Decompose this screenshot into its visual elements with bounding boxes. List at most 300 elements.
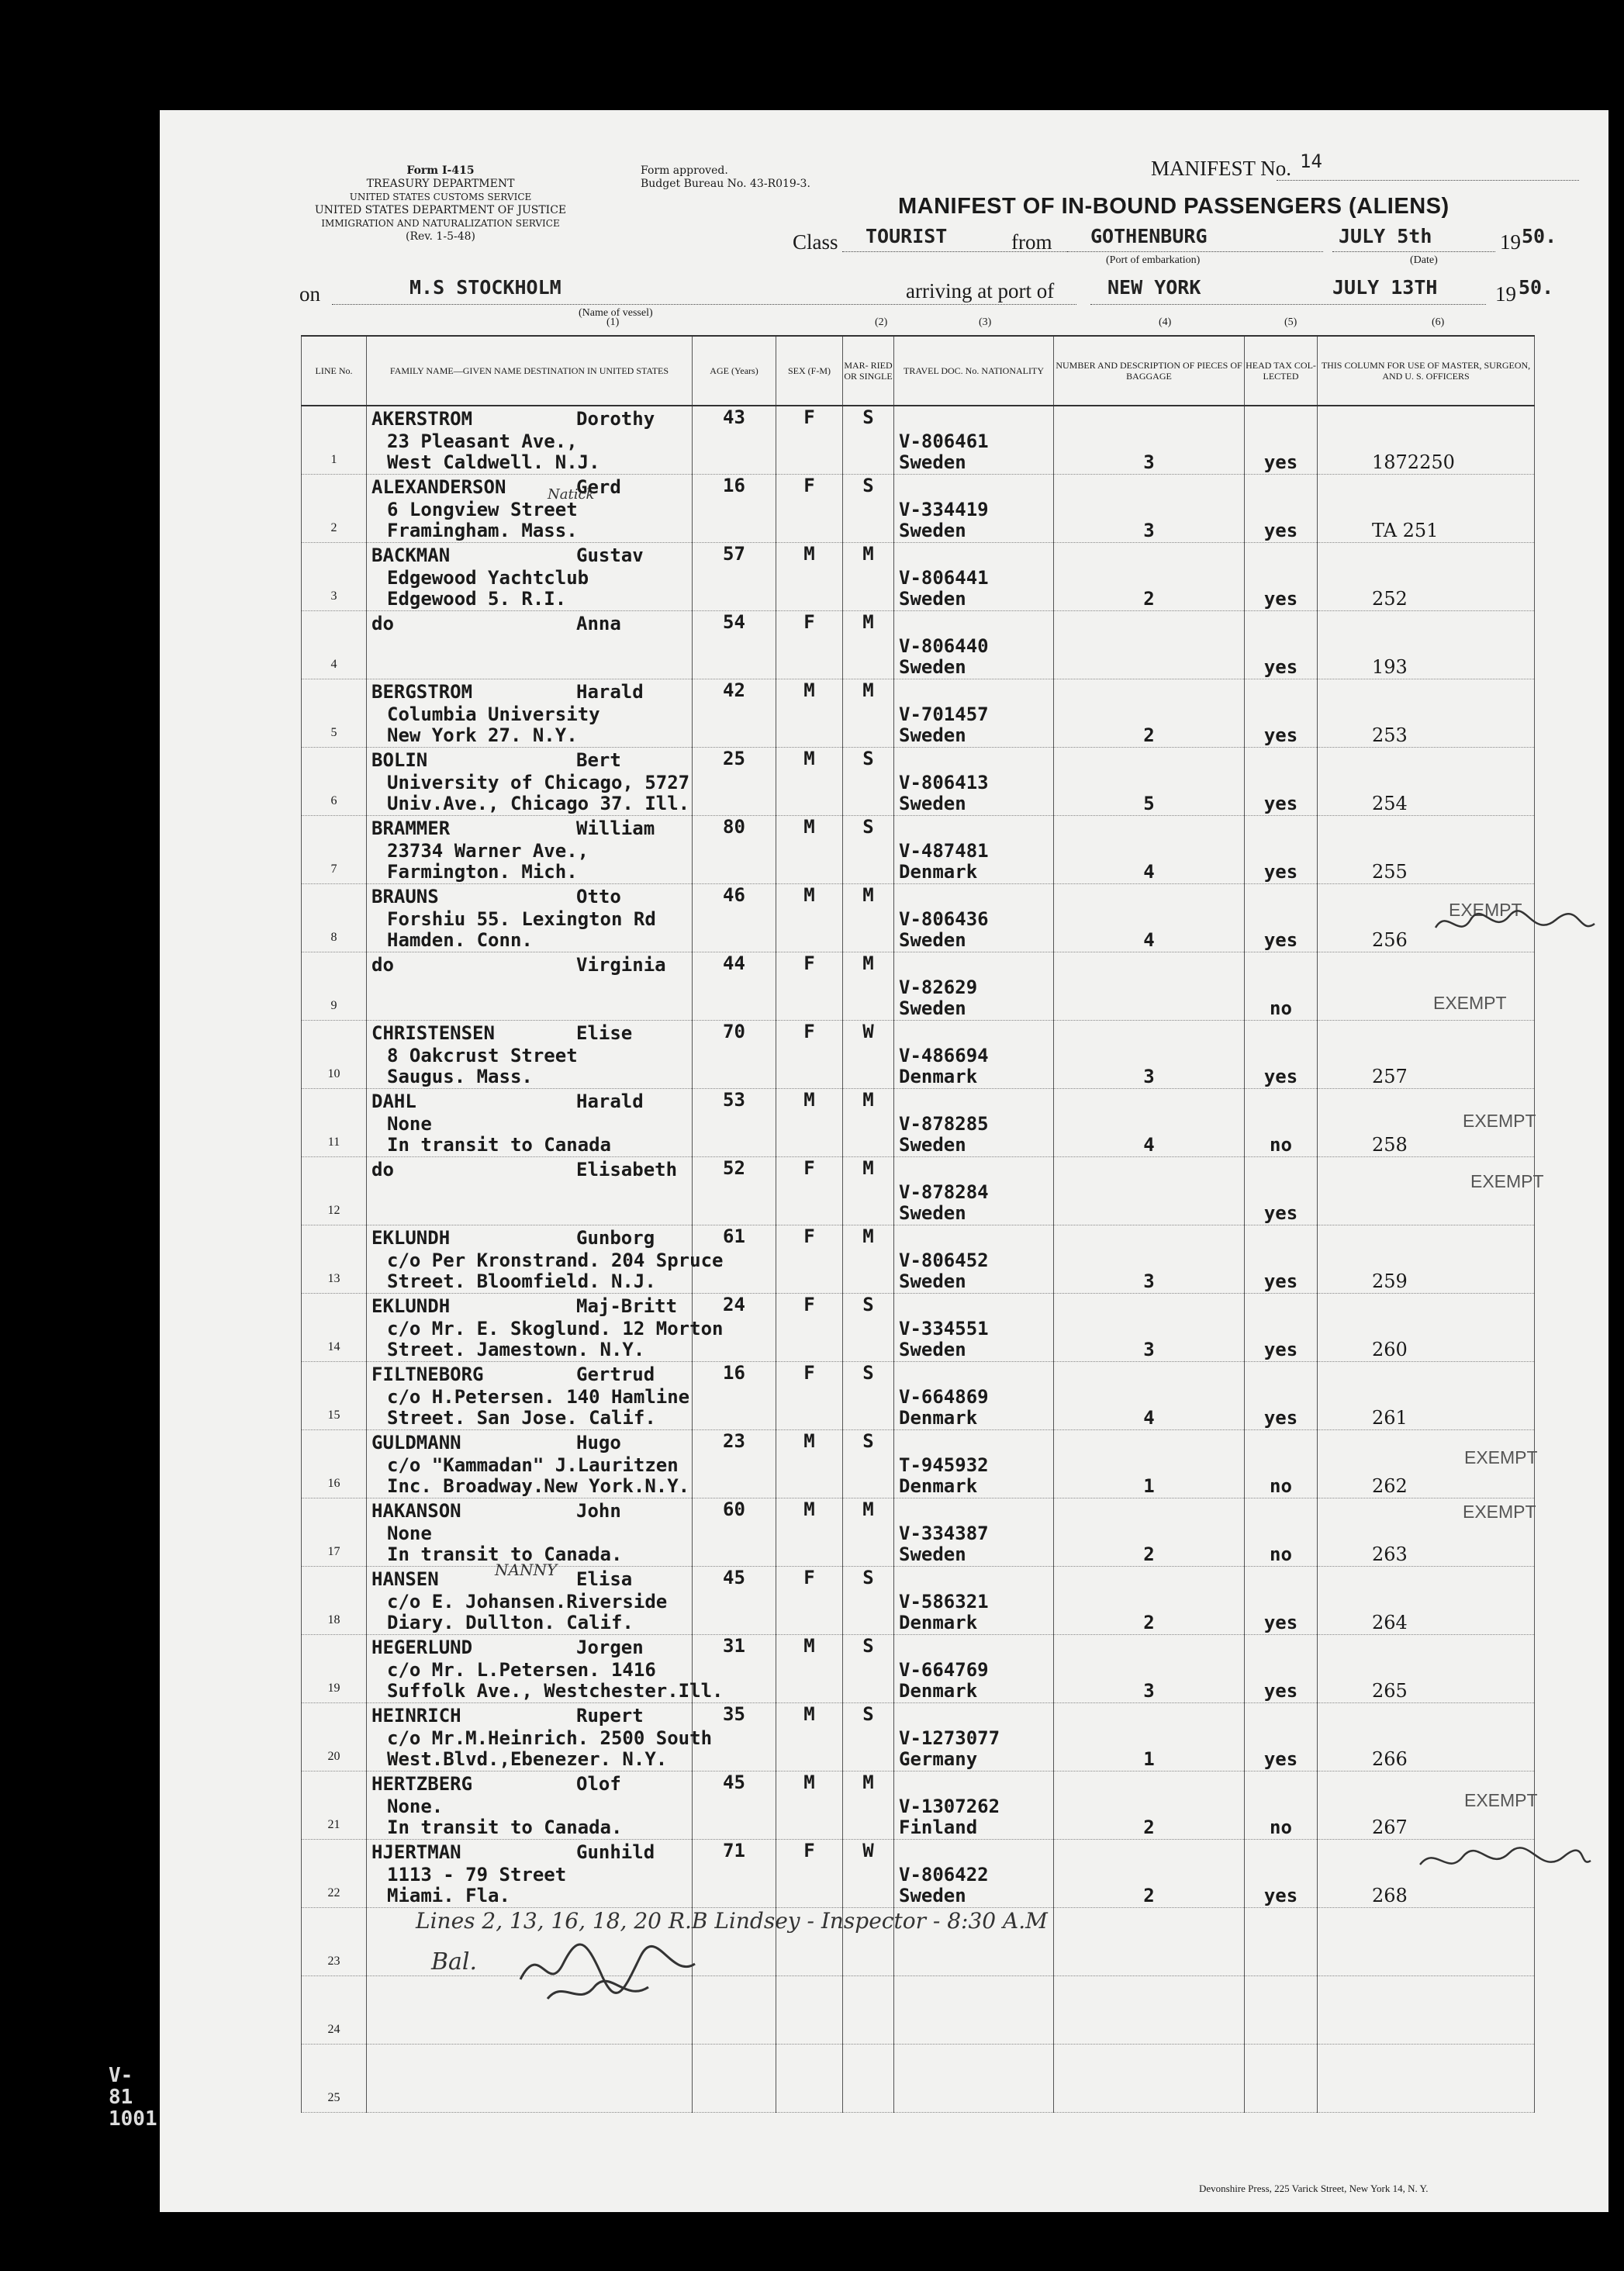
head-tax: no: [1270, 1134, 1292, 1156]
baggage-count: 1: [1143, 1748, 1155, 1770]
head-tax: yes: [1263, 861, 1298, 883]
family-name: do: [371, 954, 394, 976]
marital-status: M: [862, 884, 874, 906]
baggage-count: 3: [1143, 1066, 1155, 1087]
printer-footer: Devonshire Press, 225 Varick Street, New York 14, N. Y.: [1199, 2183, 1429, 2194]
line-number: 16: [327, 1477, 340, 1490]
marital-status: M: [862, 1498, 874, 1520]
table-row: [302, 1498, 1535, 1567]
line-number: 19: [327, 1682, 340, 1695]
sex: M: [803, 748, 815, 769]
line-number: 21: [327, 1818, 340, 1831]
baggage-count: 3: [1143, 451, 1155, 473]
col-header-line: LINE No.: [302, 336, 367, 406]
officer-note: 252: [1372, 588, 1408, 610]
nationality: Denmark: [899, 861, 978, 883]
port-embark-note: (Port of embarkation): [1106, 254, 1201, 266]
head-tax: yes: [1263, 1748, 1298, 1770]
line-number: 4: [330, 658, 337, 671]
inspector-signature: [517, 1933, 749, 2010]
age: 44: [723, 952, 745, 974]
nationality: Denmark: [899, 1612, 978, 1633]
from-underline: [1067, 251, 1323, 252]
manifest-underline: [1277, 180, 1579, 181]
travel-doc: V-806436: [899, 908, 989, 930]
officer-note: 258: [1372, 1134, 1408, 1156]
travel-doc: V-586321: [899, 1591, 989, 1613]
given-name: Elisa: [576, 1568, 633, 1590]
family-name: HAKANSON: [371, 1500, 461, 1522]
table-header: [302, 336, 1535, 406]
table-row: [302, 2045, 1535, 2113]
handwritten-note-row7: [1432, 904, 1602, 951]
table-row: [302, 679, 1535, 748]
class-value: TOURIST: [866, 225, 948, 247]
nationality: Germany: [899, 1748, 978, 1770]
table-row: [302, 1635, 1535, 1703]
given-name: Elisabeth: [576, 1159, 678, 1180]
family-name: BOLIN: [371, 749, 428, 771]
officer-note: TA 251: [1372, 520, 1439, 541]
table-row: [302, 1567, 1535, 1635]
head-tax: yes: [1263, 656, 1298, 678]
age: 52: [723, 1157, 745, 1179]
head-tax: yes: [1263, 1066, 1298, 1087]
travel-doc: V-1307262: [899, 1796, 1000, 1817]
destination-line-1: None: [387, 1113, 432, 1135]
table-row: [302, 1089, 1535, 1157]
port-underline: [1090, 304, 1486, 305]
line-number: 8: [330, 931, 337, 944]
family-name: CHRISTENSEN: [371, 1022, 495, 1044]
nationality: Sweden: [899, 520, 966, 541]
sex: F: [803, 1021, 815, 1042]
officer-note: 262: [1372, 1475, 1408, 1497]
line-number: 13: [327, 1272, 340, 1285]
age: 46: [723, 884, 745, 906]
travel-doc: V-806422: [899, 1864, 989, 1886]
table-row: [302, 611, 1535, 679]
sex: M: [803, 816, 815, 838]
age: 57: [723, 543, 745, 565]
age: 23: [723, 1430, 745, 1452]
handwritten-note-row22: [1416, 1841, 1595, 1880]
year-prefix-1: 19: [1500, 230, 1521, 254]
family-name: HJERTMAN: [371, 1841, 461, 1863]
exempt-stamp: EXEMPT: [1433, 993, 1507, 1013]
date2: JULY 13TH: [1332, 276, 1438, 299]
col-header-baggage: NUMBER AND DESCRIPTION OF PIECES OF BAGGAGE: [1054, 336, 1245, 406]
arriving-label: arriving at port of: [906, 279, 1055, 302]
line-number: 17: [327, 1545, 340, 1558]
col-num-5: (5): [1284, 316, 1297, 328]
given-name: Otto: [576, 886, 621, 907]
col-num-4: (4): [1159, 316, 1172, 328]
line-number: 11: [327, 1136, 340, 1149]
col-header-head-tax: HEAD TAX COL- LECTED: [1245, 336, 1318, 406]
destination-line-2: Diary. Dullton. Calif.: [387, 1612, 634, 1633]
destination-line-1: c/o Mr.M.Heinrich. 2500 South: [387, 1727, 713, 1749]
age: 31: [723, 1635, 745, 1657]
nationality: Sweden: [899, 451, 966, 473]
travel-doc: V-334387: [899, 1523, 989, 1544]
family-name: HEINRICH: [371, 1705, 461, 1727]
col-header-age: AGE (Years): [693, 336, 776, 406]
destination-line-2: Street. Bloomfield. N.J.: [387, 1270, 656, 1292]
handwritten-natick: Natick: [548, 486, 595, 503]
handwritten-nanny: NANNY: [495, 1561, 558, 1579]
given-name: Gustav: [576, 544, 644, 566]
sex: F: [803, 1840, 815, 1861]
head-tax: yes: [1263, 451, 1298, 473]
head-tax: yes: [1263, 1885, 1298, 1906]
destination-line-2: Hamden. Conn.: [387, 929, 533, 951]
date1-underline: [1332, 251, 1495, 252]
travel-doc: V-334419: [899, 499, 989, 520]
baggage-count: 1: [1143, 1475, 1155, 1497]
exempt-stamp: EXEMPT: [1463, 1502, 1536, 1522]
sex: M: [803, 1703, 815, 1725]
officer-note: 253: [1372, 724, 1408, 746]
travel-doc: V-806452: [899, 1250, 989, 1271]
officer-note: 263: [1372, 1543, 1408, 1565]
officer-note: 257: [1372, 1066, 1408, 1087]
given-name: Gunborg: [576, 1227, 655, 1249]
sex: M: [803, 1772, 815, 1793]
travel-doc: V-487481: [899, 840, 989, 862]
punch-hole: [28, 285, 71, 328]
destination-line-1: c/o "Kammadan" J.Lauritzen: [387, 1454, 679, 1476]
nationality: Denmark: [899, 1680, 978, 1702]
nationality: Denmark: [899, 1066, 978, 1087]
head-tax: no: [1270, 1475, 1292, 1497]
marital-status: S: [862, 748, 874, 769]
destination-line-2: In transit to Canada.: [387, 1816, 623, 1838]
head-tax: yes: [1263, 724, 1298, 746]
year2: 50.: [1519, 276, 1554, 299]
destination-line-2: Univ.Ave., Chicago 37. Ill.: [387, 793, 690, 814]
officer-note: 259: [1372, 1270, 1408, 1292]
table-row: [302, 1157, 1535, 1225]
on-label: on: [299, 282, 320, 306]
date-note: (Date): [1410, 254, 1438, 266]
given-name: Elise: [576, 1022, 633, 1044]
baggage-count: 5: [1143, 793, 1155, 814]
officer-note: 267: [1372, 1816, 1408, 1838]
form-number: Form I-415: [406, 164, 475, 177]
vessel-name: M.S STOCKHOLM: [409, 276, 561, 299]
officer-note: 268: [1372, 1885, 1408, 1906]
line-number: 6: [330, 794, 337, 807]
destination-line-1: Edgewood Yachtclub: [387, 567, 589, 589]
head-tax: yes: [1263, 929, 1298, 951]
baggage-count: 3: [1143, 1339, 1155, 1360]
destination-line-1: 23734 Warner Ave.,: [387, 840, 589, 862]
table-row: [302, 1976, 1535, 2045]
sex: F: [803, 1225, 815, 1247]
destination-line-2: In transit to Canada: [387, 1134, 611, 1156]
justice-line: UNITED STATES DEPARTMENT OF JUSTICE: [314, 204, 567, 216]
exempt-stamp: EXEMPT: [1470, 1171, 1544, 1191]
marital-status: M: [862, 543, 874, 565]
family-name: BACKMAN: [371, 544, 451, 566]
table-row: [302, 884, 1535, 952]
destination-line-1: 23 Pleasant Ave.,: [387, 430, 578, 452]
baggage-count: 2: [1143, 724, 1155, 746]
approval-block: [641, 164, 873, 191]
given-name: Harald: [576, 1091, 644, 1112]
marital-status: W: [862, 1021, 874, 1042]
marital-status: S: [862, 1430, 874, 1452]
line-number: 25: [327, 2091, 340, 2104]
marital-status: S: [862, 475, 874, 496]
nationality: Finland: [899, 1816, 978, 1838]
baggage-count: 2: [1143, 588, 1155, 610]
col-header-travel-doc: TRAVEL DOC. No. NATIONALITY: [894, 336, 1054, 406]
destination-line-2: Street. San Jose. Calif.: [387, 1407, 656, 1429]
travel-doc: V-664869: [899, 1386, 989, 1408]
line-number: 3: [330, 589, 337, 603]
given-name: Gunhild: [576, 1841, 655, 1863]
table-row: [302, 952, 1535, 1021]
nationality: Sweden: [899, 929, 966, 951]
age: 35: [723, 1703, 745, 1725]
line-number: 7: [330, 862, 337, 876]
manifest-number: 14: [1300, 150, 1322, 172]
nationality: Sweden: [899, 588, 966, 610]
exempt-stamp: EXEMPT: [1464, 1447, 1538, 1467]
punch-hole: [28, 1460, 71, 1503]
approved-line: Form approved.: [641, 164, 728, 177]
line-number: 9: [330, 999, 337, 1012]
col-header-married: MAR- RIED OR SINGLE: [843, 336, 894, 406]
marital-status: M: [862, 952, 874, 974]
marital-status: S: [862, 1294, 874, 1315]
age: 54: [723, 611, 745, 633]
head-tax: yes: [1263, 1202, 1298, 1224]
marital-status: W: [862, 1840, 874, 1861]
destination-line-1: c/o E. Johansen.Riverside: [387, 1591, 668, 1613]
given-name: Gerd: [576, 476, 621, 498]
baggage-count: 3: [1143, 1680, 1155, 1702]
head-tax: yes: [1263, 1407, 1298, 1429]
handwritten-inspector-note: Lines 2, 13, 16, 18, 20 R.B Lindsey - Inspector - 8:30 A.M: [416, 1908, 1048, 1934]
col-num-6: (6): [1432, 316, 1445, 328]
given-name: Anna: [576, 613, 621, 634]
treasury-line: TREASURY DEPARTMENT: [366, 178, 515, 190]
age: 16: [723, 1362, 745, 1384]
family-name: DAHL: [371, 1091, 416, 1112]
nationality: Denmark: [899, 1475, 978, 1497]
col-num-3: (3): [979, 316, 992, 328]
given-name: Dorothy: [576, 408, 655, 430]
table-row: [302, 1225, 1535, 1294]
rev-line: (Rev. 1-5-48): [406, 230, 475, 243]
given-name: Jorgen: [576, 1637, 644, 1658]
exempt-stamp: EXEMPT: [1449, 900, 1522, 920]
sex: F: [803, 611, 815, 633]
sex: F: [803, 475, 815, 496]
nationality: Sweden: [899, 1339, 966, 1360]
line-number: 14: [327, 1340, 340, 1353]
age: 71: [723, 1840, 745, 1861]
destination-line-2: Inc. Broadway.New York.N.Y.: [387, 1475, 690, 1497]
baggage-count: 2: [1143, 1612, 1155, 1633]
handwritten-signature-label: Bal.: [431, 1948, 478, 1975]
age: 45: [723, 1567, 745, 1588]
destination-line-2: West.Blvd.,Ebenezer. N.Y.: [387, 1748, 668, 1770]
destination-line-1: 8 Oakcrust Street: [387, 1045, 578, 1066]
destination-line-1: c/o Mr. L.Petersen. 1416: [387, 1659, 656, 1681]
line-number: 1: [330, 453, 337, 466]
year-prefix-2: 19: [1495, 282, 1516, 306]
travel-doc: V-1273077: [899, 1727, 1000, 1749]
travel-doc: V-82629: [899, 976, 978, 998]
nationality: Sweden: [899, 1543, 966, 1565]
given-name: Maj-Britt: [576, 1295, 678, 1317]
marital-status: S: [862, 1362, 874, 1384]
family-name: do: [371, 1159, 394, 1180]
from-value: GOTHENBURG: [1090, 225, 1208, 247]
line-number: 20: [327, 1750, 340, 1763]
family-name: BRAMMER: [371, 817, 451, 839]
nationality: Sweden: [899, 793, 966, 814]
marital-status: M: [862, 1225, 874, 1247]
travel-doc: V-878284: [899, 1181, 989, 1203]
sex: M: [803, 1635, 815, 1657]
nationality: Sweden: [899, 1134, 966, 1156]
vessel-underline: [332, 304, 1076, 305]
age: 45: [723, 1772, 745, 1793]
punch-hole: [28, 2034, 71, 2077]
destination-line-2: Farmington. Mich.: [387, 861, 578, 883]
ins-line: IMMIGRATION AND NATURALIZATION SERVICE: [321, 218, 560, 229]
class-label: Class: [793, 230, 838, 254]
age: 25: [723, 748, 745, 769]
margin-code: V-81 1001: [109, 2064, 157, 2131]
officer-note: 193: [1372, 656, 1408, 678]
col-num-2: (2): [875, 316, 888, 328]
destination-line-1: 1113 - 79 Street: [387, 1864, 567, 1886]
head-tax: no: [1270, 1543, 1292, 1565]
destination-line-1: None: [387, 1523, 432, 1544]
destination-line-1: c/o Per Kronstrand. 204 Spruce: [387, 1250, 724, 1271]
date1: JULY 5th: [1339, 225, 1432, 247]
head-tax: yes: [1263, 1270, 1298, 1292]
travel-doc: V-806413: [899, 772, 989, 793]
marital-status: M: [862, 1089, 874, 1111]
customs-line: UNITED STATES CUSTOMS SERVICE: [349, 192, 532, 202]
nationality: Sweden: [899, 656, 966, 678]
agency-block: [293, 164, 588, 244]
given-name: Olof: [576, 1773, 621, 1795]
officer-note: 256: [1372, 929, 1408, 951]
nationality: Denmark: [899, 1407, 978, 1429]
travel-doc: V-486694: [899, 1045, 989, 1066]
destination-line-1: None.: [387, 1796, 444, 1817]
officer-note: 260: [1372, 1339, 1408, 1360]
age: 42: [723, 679, 745, 701]
marital-status: M: [862, 1772, 874, 1793]
destination-line-1: 6 Longview Street: [387, 499, 578, 520]
col-num-1: (1): [606, 316, 620, 328]
age: 16: [723, 475, 745, 496]
given-name: Bert: [576, 749, 621, 771]
destination-line-2: Street. Jamestown. N.Y.: [387, 1339, 645, 1360]
head-tax: yes: [1263, 1612, 1298, 1633]
sex: F: [803, 1157, 815, 1179]
family-name: ALEXANDERSON: [371, 476, 506, 498]
exempt-stamp: EXEMPT: [1464, 1790, 1538, 1810]
baggage-count: 4: [1143, 861, 1155, 883]
year1: 50.: [1522, 225, 1557, 247]
col-header-officers: THIS COLUMN FOR USE OF MASTER, SURGEON, AND U. S. OFFICERS: [1318, 336, 1535, 406]
officer-note: 1872250: [1372, 451, 1455, 473]
table-row: [302, 1294, 1535, 1362]
line-number: 18: [327, 1613, 340, 1626]
nationality: Sweden: [899, 724, 966, 746]
destination-line-2: Miami. Fla.: [387, 1885, 510, 1906]
given-name: Harald: [576, 681, 644, 703]
travel-doc: V-806461: [899, 430, 989, 452]
baggage-count: 4: [1143, 1407, 1155, 1429]
table-row: [302, 748, 1535, 816]
table-row: [302, 1840, 1535, 1908]
marital-status: S: [862, 1567, 874, 1588]
marital-status: M: [862, 1157, 874, 1179]
line-number: 22: [327, 1886, 340, 1899]
sex: F: [803, 1362, 815, 1384]
head-tax: yes: [1263, 1339, 1298, 1360]
travel-doc: V-664769: [899, 1659, 989, 1681]
vessel-note: (Name of vessel): [579, 307, 653, 319]
marital-status: S: [862, 406, 874, 428]
family-name: HANSEN: [371, 1568, 439, 1590]
family-name: GULDMANN: [371, 1432, 461, 1454]
exempt-stamp: EXEMPT: [1463, 1111, 1536, 1131]
destination-line-2: Suffolk Ave., Westchester.Ill.: [387, 1680, 724, 1702]
nationality: Sweden: [899, 1202, 966, 1224]
table-row: [302, 475, 1535, 543]
baggage-count: 3: [1143, 520, 1155, 541]
destination-line-2: Edgewood 5. R.I.: [387, 588, 567, 610]
baggage-count: 2: [1143, 1543, 1155, 1565]
punch-hole: [28, 1126, 71, 1170]
baggage-count: 3: [1143, 1270, 1155, 1292]
line-number: 10: [327, 1067, 340, 1080]
age: 43: [723, 406, 745, 428]
sex: F: [803, 1567, 815, 1588]
sex: M: [803, 679, 815, 701]
officer-note: 265: [1372, 1680, 1408, 1702]
family-name: BERGSTROM: [371, 681, 473, 703]
given-name: William: [576, 817, 655, 839]
family-name: BRAUNS: [371, 886, 439, 907]
line-number: 2: [330, 521, 337, 534]
family-name: HERTZBERG: [371, 1773, 473, 1795]
destination-line-1: c/o H.Petersen. 140 Hamline: [387, 1386, 690, 1408]
family-name: AKERSTROM: [371, 408, 473, 430]
col-header-sex: SEX (F-M): [776, 336, 843, 406]
officer-note: 254: [1372, 793, 1408, 814]
nationality: Sweden: [899, 997, 966, 1019]
punch-hole: [28, 657, 71, 700]
baggage-count: 2: [1143, 1816, 1155, 1838]
punch-hole: [28, 164, 71, 208]
form-title: MANIFEST OF IN-BOUND PASSENGERS (ALIENS): [898, 194, 1450, 219]
family-name: HEGERLUND: [371, 1637, 473, 1658]
given-name: John: [576, 1500, 621, 1522]
